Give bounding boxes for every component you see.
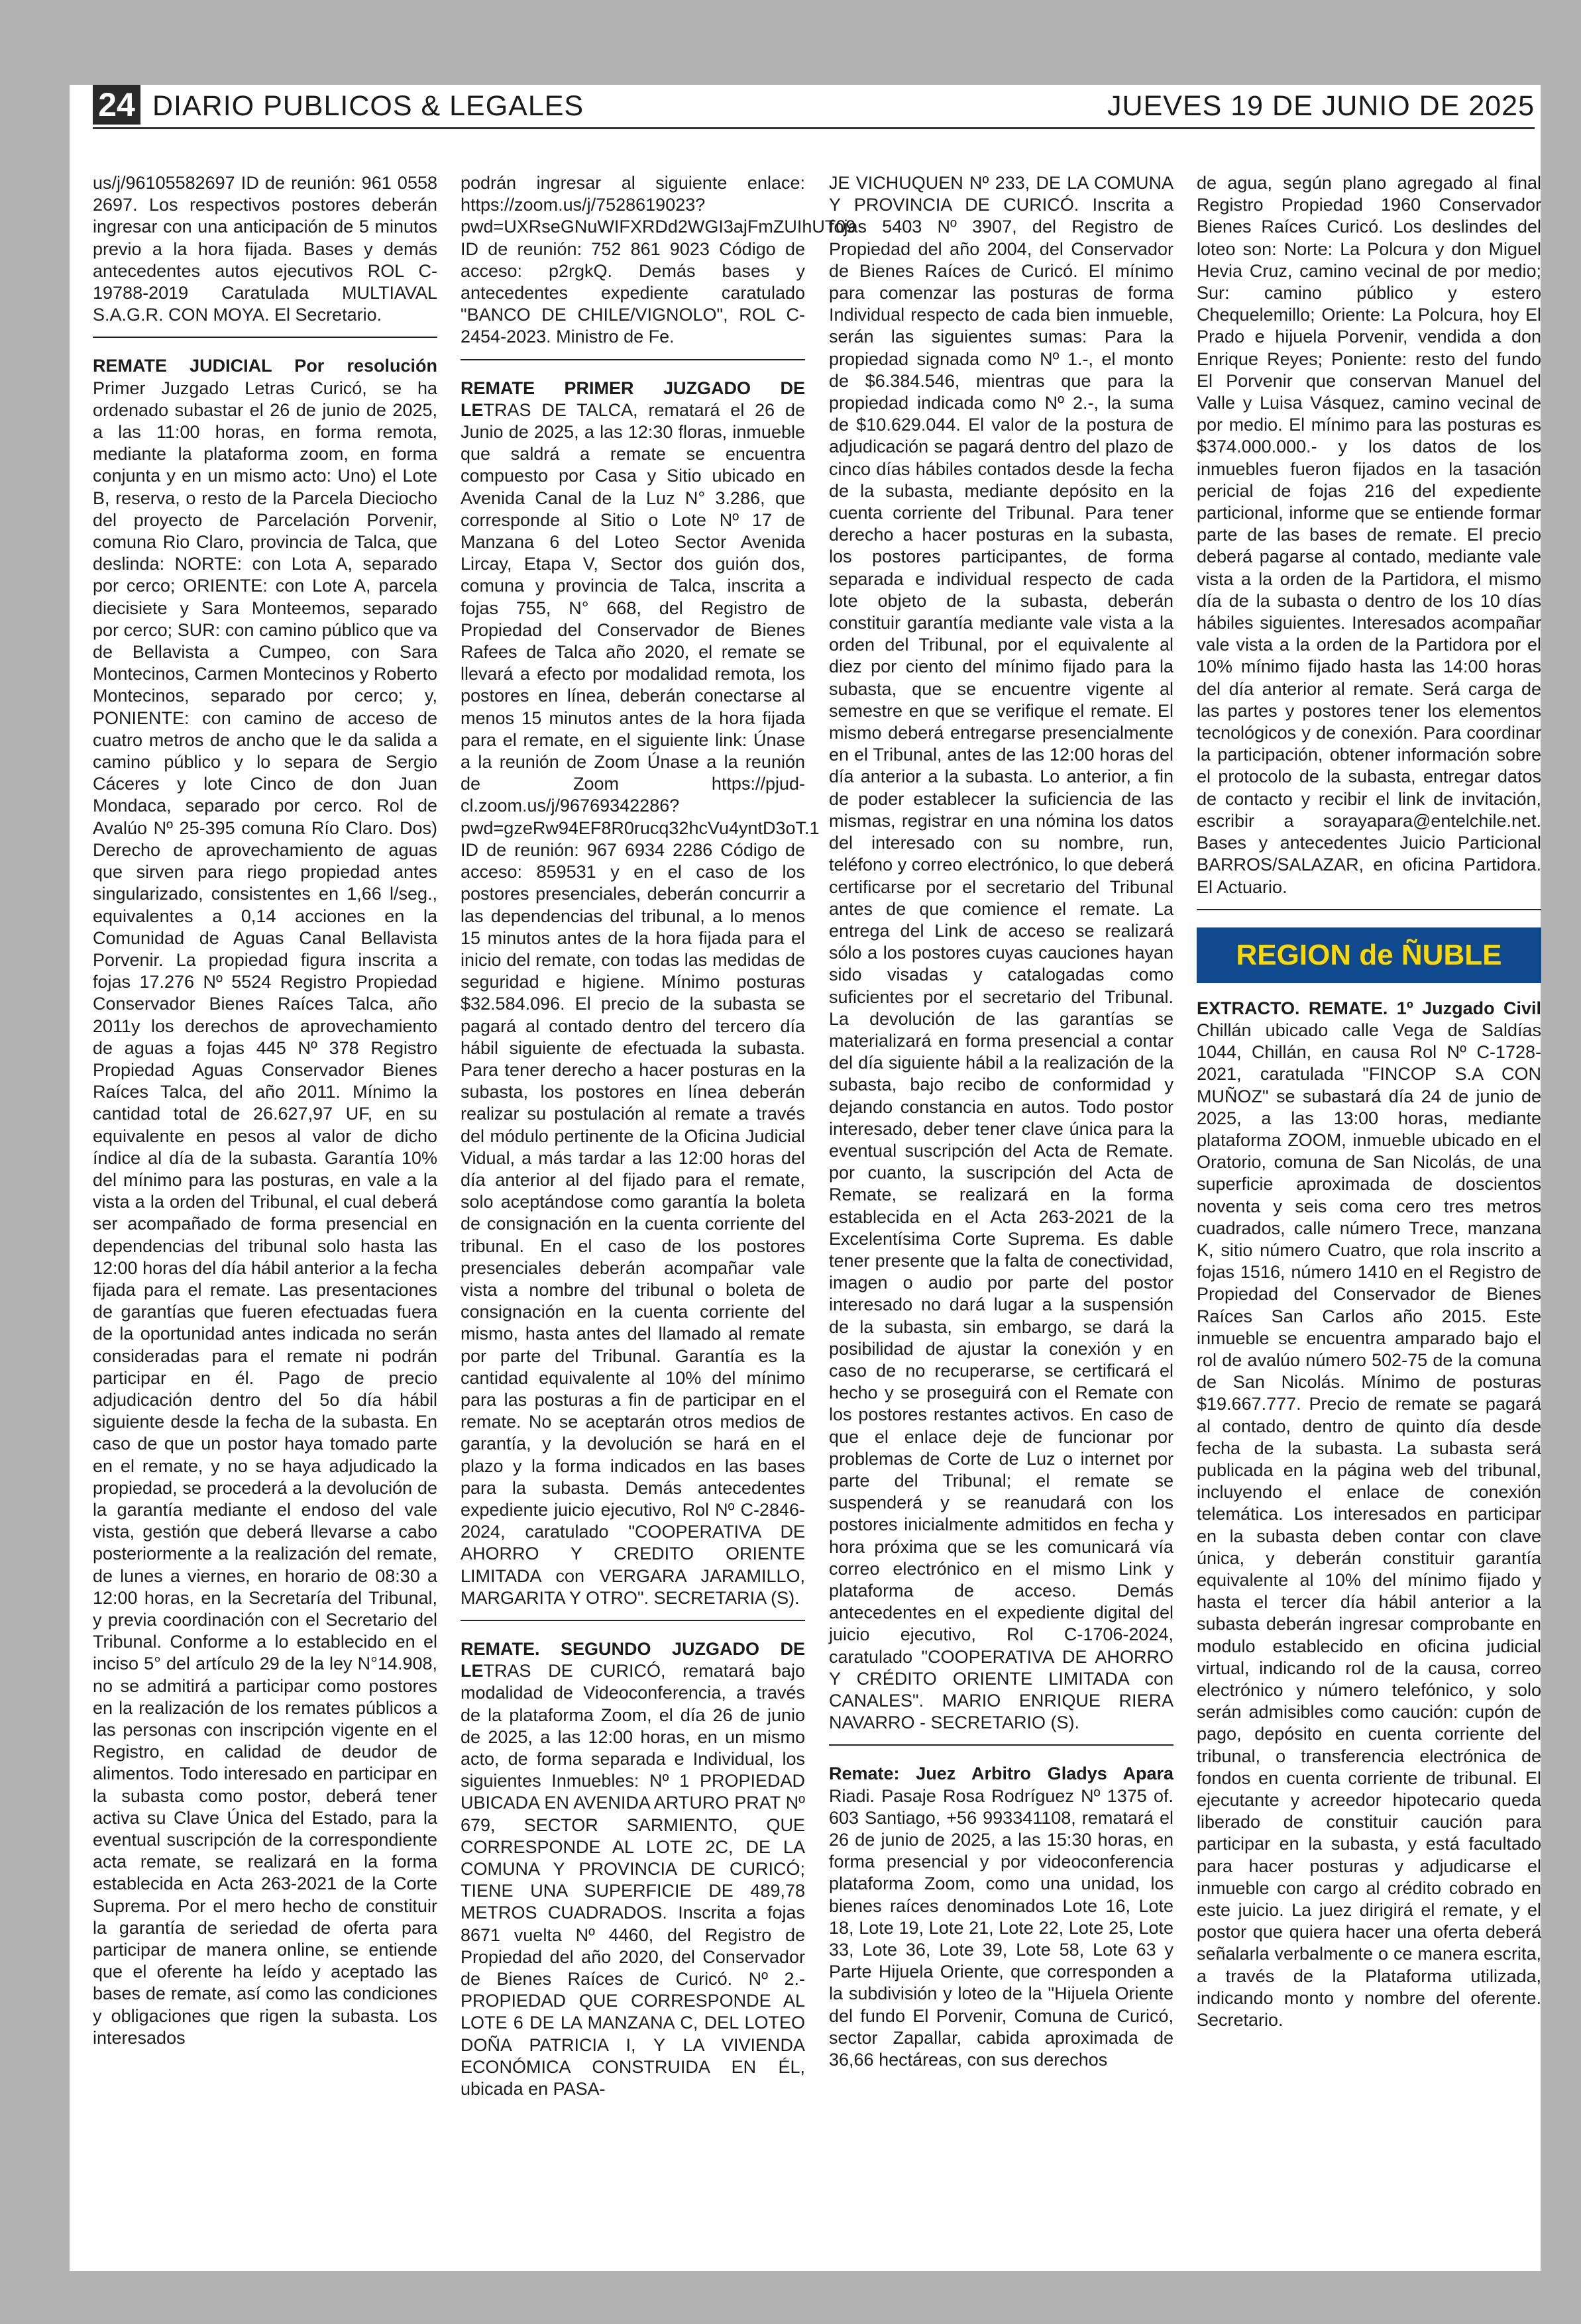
notice-body: Chillán ubicado calle Vega de Saldías 1044, Chillán, en causa Rol Nº C-1728-2021, caratulada "FINCOP S.A CON MUÑOZ" se subastará día 24 de junio de 2025, a las 13:00 horas, mediante plataforma ZOOM, inmueble ubicado en el Oratorio, comuna de San Nicolás, de una superficie aproximada de doscientos noventa y seis coma cero tres metros cuadrados, calle número Trece, manzana K, sitio número Cuatro, que rola inscrito a fojas 1516, número 1410 en el Registro de Propiedad del Conservador de Bienes Raíces San Carlos año 2015. Este inmueble se encuentra amparado bajo el rol de avalúo número 502-75 de la comuna de San Nicolás. Mínimo de posturas $19.667.777. Precio de remate se pagará al contado, dentro de quinto día desde fecha de la subasta. La subasta será publicada en la página web del tribunal, incluyendo el enlace de conexión telemática. Los interesados en participar en la subasta deben contar con clave única, y deberán constituir garantía equivalente al 10% del mínimo fijado y hasta el tercer día hábil anterior a la subasta deberán ingresar comprobante en modulo establecido en oficina judicial virtual, indicando rol de la causa, correo electrónico y número telefónico, y solo serán admisibles como caución: cupón de pago, depósito en cuenta corriente del tribunal, o transferencia electrónica de fondos en cuenta corriente de tribunal. El ejecutante y acreedor hipotecario queda liberado de constituir caución para participar en la subasta, y está facultado para hacer posturas y adjudicarse el inmueble con cargo al crédito cobrado en este juicio. La juez dirigirá el remate, y el postor que quiera hacer una oferta deberá señalarla verbalmente o ce manera escrita, a través de la Plataforma utilizada, indicando monto y nombre del oferente. Secretario.: [1197, 1020, 1541, 2031]
notice-divider: [829, 1744, 1173, 1746]
header-divider: [93, 127, 1535, 129]
legal-notice: [93, 355, 437, 2049]
column-3: [829, 172, 1173, 2071]
legal-notice: [1197, 998, 1541, 2032]
publication-name: DIARIO PUBLICOS & LEGALES: [152, 90, 584, 122]
page-header: [93, 85, 1535, 131]
notice-divider: [461, 1620, 805, 1621]
notice-continuation: podrán ingresar al siguiente enlace: https://zoom.us/j/7528619023?pwd=UXRseGNuWIFXRDd2WGI3ajFmZUIhUT09 ID de reunión: 752 861 9023 Código de acceso: p2rgkQ. Demás bases y antecedentes expediente caratulado "BANCO DE CHILE/VIGNOLO", ROL C-2454-2023. Ministro de Fe.: [461, 173, 856, 347]
notice-body: Primer Juzgado Letras Curicó, se ha ordenado subastar el 26 de junio de 2025, a las 11:00 horas, en forma remota, mediante la plataforma zoom, en forma conjunta y en un mismo acto: Uno) el Lote B, reserva, o resto de la Parcela Dieciocho del proyecto de Parcelación Porvenir, comuna Rio Claro, provincia de Talca, que deslinda: NORTE: con Lota A, separado por cerco; ORIENTE: con Lote A, parcela diecisiete y Sara Monteemos, separado por cerco; SUR: con camino público que va de Bellavista a Cumpeo, con Sara Montecinos, Carmen Montecinos y Roberto Montecinos, separado por cerco; y, PONIENTE: con camino de acceso de cuatro metros de ancho que le da salida a camino público y lo separa de Sergio Cáceres y lote Cinco de don Juan Mondaca, separado por cerco. Rol de Avalúo Nº 25-395 comuna Río Claro. Dos) Derecho de aprovechamiento de aguas que sirven para riego propiedad antes singularizado, consistentes en 1,66 l/seg., equivalentes a 0,14 acciones en la Comunidad de Aguas Canal Bellavista Porvenir. La propiedad figura inscrita a fojas 17.276 Nº 5524 Registro Propiedad Conservador Bienes Raíces Talca, año 2011y los derechos de aprovechamiento de aguas a fojas 445 Nº 378 Registro Propiedad Aguas Conservador Bienes Raíces Talca, del año 2011. Mínimo la cantidad total de 26.627,97 UF, en su equivalente en pesos al valor de dicho índice al día de la subasta. Garantía 10% del mínimo para las posturas, en vale a la vista a la orden del Tribunal, el cual deberá ser acompañado de forma presencial en dependencias del tribunal solo hasta las 12:00 horas del día hábil anterior a la fecha fijada para el remate. Las presentaciones de garantías que fueren efectuadas fuera de la oportunidad antes indicada no serán consideradas para el remate ni podrán participar en él. Pago de precio adjudicación dentro del 5o día hábil siguiente desde la fecha de la subasta. En caso de que un postor haya tomado parte en el remate, y no se haya adjudicado la propiedad, se procederá a la devolución de la garantía mediante el endoso del vale vista, gestión que deberá llevarse a cabo posteriormente a la realización del remate, de lunes a viernes, en horario de 08:30 a 12:00 horas, en la Secretaría del Tribunal, y previa coordinación con el Secretario del Tribunal. Conforme a lo establecido en el inciso 5° del artículo 29 de la ley N°14.908, no se admitirá a participar como postores en la realización de los remates públicos a las personas con inscripción vigente en el Registro, en calidad de deudor de alimentos. Todo interesado en participar en la subasta como postor, deberá tener activa su Clave Única del Estado, para la eventual suscripción de la correspondiente acta remate, se realizará en la forma establecida en Acta 263-2021 de la Corte Suprema. Por el mero hecho de constituir la garantía de seriedad de oferta para participar de manera online, se entiende que el oferente ha leído y aceptado las bases de remate, así como las condiciones y obligaciones que rigen la subasta. Los interesados: [93, 378, 437, 2048]
notice-divider: [93, 337, 437, 338]
notice-heading: REMATE PRIMER JUZGADO DE LE: [461, 378, 805, 420]
notice-heading: REMATE. SEGUNDO JUZGADO DE LE: [461, 1639, 805, 1681]
region-banner: [1197, 927, 1541, 983]
notice-divider: [1197, 909, 1541, 910]
legal-notice: [829, 1763, 1173, 2071]
notice-body: TRAS DE TALCA, rematará el 26 de Junio de 2025, a las 12:30 floras, inmueble que saldrá a remate se encuentra compuesto por Casa y Sitio ubicado en Avenida Canal de la Luz N° 3.286, que corresponde al Sitio o Lote Nº 17 de Manzana 6 del Loteo Sector Avenida Lircay, Etapa V, Sector dos guión dos, comuna y provincia de Talca, inscrita a fojas 755, N° 668, del Registro de Propiedad del Conservador de Bienes Rafees de Talca año 2020, el remate se llevará a efecto por modalidad remota, los postores en línea, deberán conectarse al menos 15 minutos antes de la hora fijada para el remate, en el siguiente link: Únase a la reunión de Zoom Únase a la reunión de Zoom https://pjud-cl.zoom.us/j/96769342286?pwd=gzeRw94EF8R0rucq32hcVu4yntD3oT.1 ID de reunión: 967 6934 2286 Código de acceso: 859531 y en el caso de los postores presenciales, deberán concurrir a las dependencias del tribunal, a lo menos 15 minutos antes de la hora fijada para el inicio del remate, con todas las medidas de seguridad e higiene. Mínimo posturas $32.584.096. El precio de la subasta se pagará al contado dentro del tercero día hábil siguiente de efectuada la subasta. Para tener derecho a hacer posturas en la subasta, los postores en línea deberán realizar su postulación al remate a través del módulo pertinente de la Oficina Judicial Vidual, a más tardar a las 12:00 horas del día anterior al del fijado para el remate, solo aceptándose como garantía la boleta de consignación en la cuenta corriente del tribunal. En el caso de los postores presenciales deberán acompañar vale vista a nombre del tribunal o boleta de consignación en la cuenta corriente del mismo, hasta antes del llamado al remate por parte del Tribunal. Garantía es la cantidad equivalente al 10% del mínimo para las posturas a fin de participar en el remate. No se aceptarán otros medios de garantía, y la devolución se hará en el plazo y la forma indicados en las bases para la subasta. Demás antecedentes expediente juicio ejecutivo, Rol Nº C-2846-2024, caratulado "COOPERATIVA DE AHORRO Y CREDITO ORIENTE LIMITADA con VERGARA JARAMILLO, MARGARITA Y OTRO". SECRETARIA (S).: [461, 399, 820, 1608]
notice-continuation: de agua, según plano agregado al final Registro Propiedad 1960 Conservador Bienes Raíces Curicó. Los deslindes del loteo son: Norte: La Polcura y don Miguel Hevia Cruz, camino vecinal de por medio; Sur: camino público y estero Chequelemillo; Oriente: La Polcura, hoy El Prado e hijuela Porvenir, vendida a don Enrique Reyes; Poniente: resto del fundo El Porvenir que conservan Manuel del Valle y Luisa Vásquez, camino vecinal de por medio. El mínimo para las posturas es $374.000.000.- y los datos de los inmuebles fueron fijados en la tasación pericial de fojas 216 del expediente particional, informe que se entiende formar parte de las bases de remate. El precio deberá pagarse al contado, mediante vale vista a la orden de la Partidora, el mismo día de la subasta o dentro de los 10 días hábiles siguientes. Interesados acompañar vale vista a la orden de la Partidora por el 10% mínimo fijado hasta las 14:00 horas del día anterior al remate. Será carga de las partes y postores tener los elementos tecnológicos y de conexión. Para coordinar la participación, obtener información sobre el protocolo de la subasta, entregar datos de contacto y recibir el link de invitación, escribir a sorayapara@entelchile.net. Bases y antecedentes Juicio Particional BARROS/SALAZAR, en oficina Partidora. El Actuario.: [1197, 173, 1541, 897]
notice-continuation: us/j/96105582697 ID de reunión: 961 0558 2697. Los respectivos postores deberán ingresar con una anticipación de 5 minutos previo a la hora fijada. Bases y demás antecedentes autos ejecutivos ROL C-19788-2019 Caratulada MULTIAVAL S.A.G.R. CON MOYA. El Secretario.: [93, 173, 437, 325]
column-2: [461, 172, 856, 2100]
region-section-header: [1197, 927, 1541, 983]
publication-date: JUEVES 19 DE JUNIO DE 2025: [1107, 90, 1535, 122]
region-title: REGION de ÑUBLE: [1236, 939, 1502, 972]
notice-continuation: JE VICHUQUEN Nº 233, DE LA COMUNA Y PROVINCIA DE CURICÓ. Inscrita a fojas 5403 Nº 3907, del Registro de Propiedad del año 2004, del Conservador de Bienes Raíces de Curicó. El mínimo para comenzar las posturas de forma Individual respecto de cada bien inmueble, serán las siguientes sumas: Para la propiedad signada como Nº 1.-, el monto de $6.384.546, mientras que para la propiedad indicada como Nº 2.-, la suma de $10.629.044. El valor de la postura de adjudicación se pagará dentro del plazo de cinco días hábiles contados desde la fecha de la subasta, mediante depósito en la cuenta corriente del Tribunal. Para tener derecho a hacer posturas en la subasta, los postores participantes, de forma separada e individual respecto de cada lote objeto de la subasta, deberán constituir garantía mediante vale vista a la orden del Tribunal, por el equivalente al diez por ciento del mínimo fijado para la subasta, que se encuentre vigente al semestre en que se verifique el remate. El mismo deberá entregarse presencialmente en el Tribunal, antes de las 12:00 horas del día anterior a la subasta. Lo anterior, a fin de poder establecer la suficiencia de las mismas, registrar en una nómina los datos del interesado con su nombre, run, teléfono y correo electrónico, lo que deberá certificarse por el secretario del Tribunal antes de que comience el remate. La entrega del Link de acceso se realizará sólo a los postores cuyas cauciones hayan sido visadas y catalogadas como suficientes por el secretario del Tribunal. La devolución de las garantías se materializará en forma presencial a contar del día siguiente hábil a la realización de la subasta, bajo recibo de conformidad y dejando constancia en autos. Todo postor interesado, deber tener clave única para la eventual suscripción del Acta de Remate. por cuanto, la suscripción del Acta de Remate, se realizará en la forma establecida en el Acta 263-2021 de la Excelentísima Corte Suprema. Es dable tener presente que la falta de conectividad, imagen o audio por parte del postor interesado no dará lugar a la suspensión de la subasta, sin embargo, se dará la posibilidad de ajustar la conexión y en caso de no recuperarse, se certificará el hecho y se proseguirá con el Remate con los postores restantes activos. En caso de que el enlace deje de funcionar por problemas de Corte de Luz o internet por parte del Tribunal; el remate se suspenderá y se reanudará con los postores inicialmente admitidos en fecha y hora próxima que se les comunicará vía correo electrónico en el mismo Link y plataforma de acceso. Demás antecedentes en el expediente digital del juicio ejecutivo, Rol C-1706-2024, caratulado "COOPERATIVA DE AHORRO Y CRÉDITO ORIENTE LIMITADA con CANALES". MARIO ENRIQUE RIERA NAVARRO - SECRETARIO (S).: [829, 173, 1173, 1733]
notice-heading: EXTRACTO. REMATE. 1º Juzgado Civil: [1197, 998, 1541, 1018]
page-number: 24: [93, 85, 140, 125]
notice-body: TRAS DE CURICÓ, rematará bajo modalidad de Videoconferencia, a través de la plataforma Zoom, el día 26 de junio de 2025, a las 12:00 horas, en un mismo acto, de forma separada e Individual, los siguientes Inmuebles: Nº 1 PROPIEDAD UBICADA EN AVENIDA ARTURO PRAT Nº 679, SECTOR SARMIENTO, QUE CORRESPONDE AL LOTE 2C, DE LA COMUNA Y PROVINCIA DE CURICÓ; TIENE UNA SUPERFICIE DE 489,78 METROS CUADRADOS. Inscrita a fojas 8671 vuelta Nº 4460, del Registro de Propiedad del año 2020, del Conservador de Bienes Raíces de Curicó. Nº 2.- PROPIEDAD QUE CORRESPONDE AL LOTE 6 DE LA MANZANA C, DEL LOTEO DOÑA PATRICIA I, Y LA VIVIENDA ECONÓMICA CONSTRUIDA EN ÉL, ubicada en PASA-: [461, 1661, 805, 2099]
column-1: [93, 172, 437, 2049]
notice-divider: [461, 359, 805, 360]
notice-heading: REMATE JUDICIAL Por resolución: [93, 356, 437, 376]
column-4: [1197, 172, 1541, 2031]
notice-heading: Remate: Juez Arbitro Gladys Apara: [829, 1764, 1173, 1784]
notice-body: Riadi. Pasaje Rosa Rodríguez Nº 1375 of. 603 Santiago, +56 993341108, rematará el 26 de junio de 2025, a las 15:30 horas, en forma presencial y por videoconferencia plataforma Zoom, como una unidad, los bienes raíces denominados Lote 16, Lote 18, Lote 19, Lote 21, Lote 22, Lote 25, Lote 33, Lote 36, Lote 39, Lote 58, Lote 63 y Parte Hijuela Oriente, que corresponden a la subdivisión y loteo de la "Hijuela Oriente del fundo El Porvenir, Comuna de Curicó, sector Zapallar, cabida aproximada de 36,66 hectáreas, con sus derechos: [829, 1785, 1173, 2070]
legal-notice: [461, 1638, 805, 2100]
legal-notice: [461, 378, 820, 1609]
